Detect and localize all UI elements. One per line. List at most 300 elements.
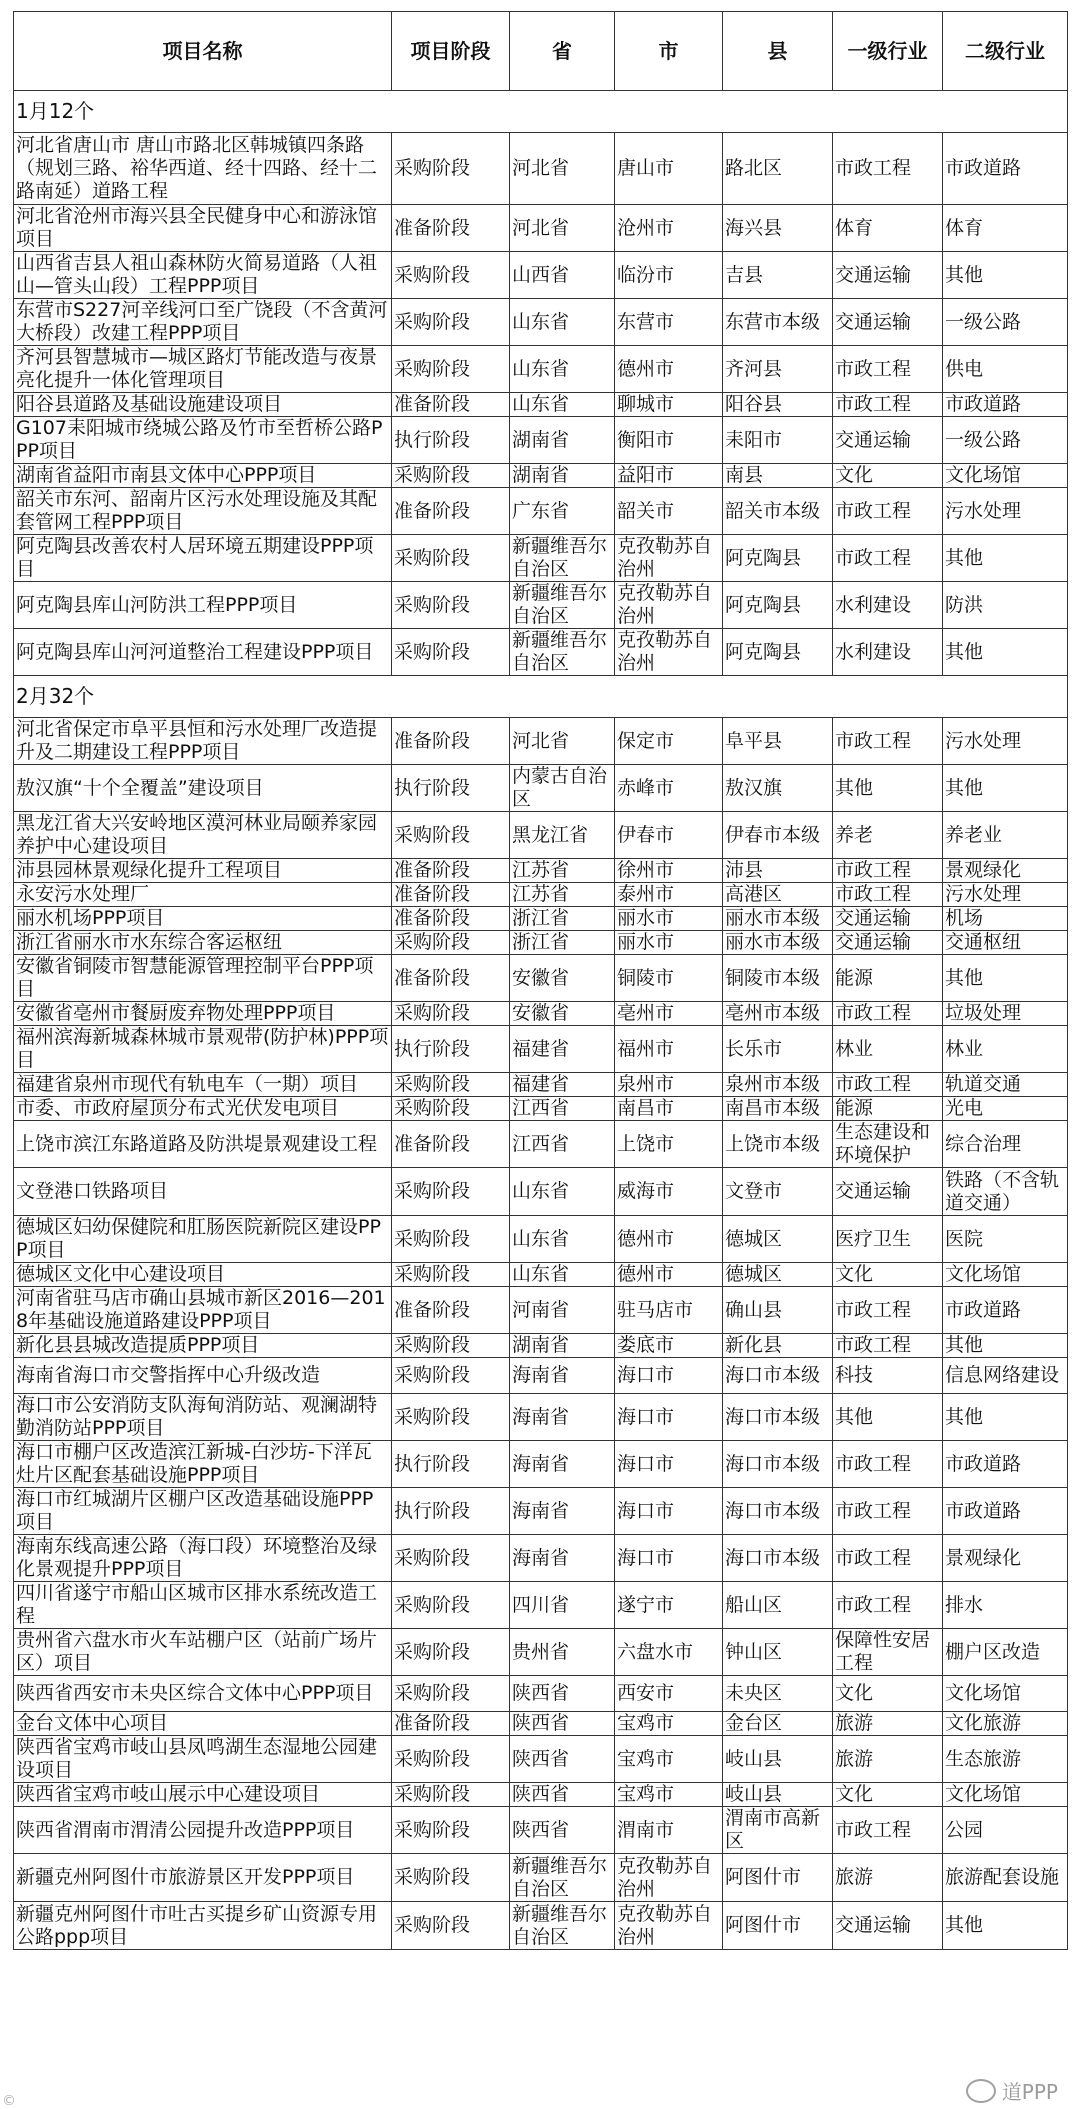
cell-project-name: 海口市公安消防支队海甸消防站、观澜湖特勤消防站PPP项目 (14, 1394, 392, 1441)
cell-city: 六盘水市 (615, 1629, 723, 1676)
cell-project-name: 市委、市政府屋顶分布式光伏发电项目 (14, 1097, 392, 1121)
cell-project-name: 文登港口铁路项目 (14, 1168, 392, 1216)
cell-stage: 准备阶段 (392, 859, 510, 883)
cell-province: 山东省 (510, 299, 615, 346)
cell-industry-1: 文化 (833, 464, 943, 488)
cell-province: 江西省 (510, 1097, 615, 1121)
cell-stage: 准备阶段 (392, 205, 510, 252)
cell-stage: 采购阶段 (392, 1736, 510, 1783)
table-row (14, 1002, 1068, 1026)
cell-city: 徐州市 (615, 859, 723, 883)
cell-industry-2: 供电 (943, 346, 1068, 393)
cell-city: 保定市 (615, 718, 723, 765)
cell-industry-1: 市政工程 (833, 1807, 943, 1854)
table-row (14, 1358, 1068, 1394)
cell-province: 陕西省 (510, 1736, 615, 1783)
cell-county: 文登市 (723, 1168, 833, 1216)
cell-project-name: 齐河县智慧城市—城区路灯节能改造与夜景亮化提升一体化管理项目 (14, 346, 392, 393)
cell-city: 海口市 (615, 1358, 723, 1394)
header-industry-1: 一级行业 (833, 12, 943, 91)
cell-industry-2: 污水处理 (943, 883, 1068, 907)
table-row (14, 907, 1068, 931)
header-city: 市 (615, 12, 723, 91)
cell-city: 遂宁市 (615, 1582, 723, 1629)
cell-city: 赤峰市 (615, 765, 723, 812)
cell-industry-1: 交通运输 (833, 252, 943, 299)
cell-industry-1: 市政工程 (833, 346, 943, 393)
cell-industry-1: 交通运输 (833, 1902, 943, 1950)
cell-county: 铜陵市本级 (723, 955, 833, 1002)
table-row (14, 1263, 1068, 1287)
cell-industry-2: 其他 (943, 252, 1068, 299)
cell-province: 浙江省 (510, 907, 615, 931)
cell-province: 山东省 (510, 1168, 615, 1216)
cell-county: 长乐市 (723, 1026, 833, 1073)
cell-industry-2: 垃圾处理 (943, 1002, 1068, 1026)
cell-county: 亳州市本级 (723, 1002, 833, 1026)
cell-province: 海南省 (510, 1441, 615, 1488)
cell-industry-2: 铁路（不含轨道交通） (943, 1168, 1068, 1216)
cell-industry-1: 市政工程 (833, 488, 943, 535)
table-row (14, 464, 1068, 488)
cell-county: 岐山县 (723, 1736, 833, 1783)
table-row (14, 582, 1068, 629)
cell-industry-1: 旅游 (833, 1736, 943, 1783)
cell-project-name: 安徽省亳州市餐厨废弃物处理PPP项目 (14, 1002, 392, 1026)
cell-stage: 采购阶段 (392, 464, 510, 488)
table-body (14, 91, 1068, 1950)
watermark-text: 道PPP (1001, 2080, 1058, 2104)
cell-industry-1: 市政工程 (833, 1582, 943, 1629)
cell-industry-1: 文化 (833, 1783, 943, 1807)
table-row (14, 765, 1068, 812)
cell-city: 克孜勒苏自治州 (615, 629, 723, 676)
cell-stage: 准备阶段 (392, 718, 510, 765)
cell-city: 德州市 (615, 1216, 723, 1263)
cell-industry-2: 其他 (943, 1902, 1068, 1950)
cell-stage: 采购阶段 (392, 1097, 510, 1121)
cell-province: 江苏省 (510, 859, 615, 883)
cell-project-name: 海口市棚户区改造滨江新城-白沙坊-下洋瓦灶片区配套基础设施PPP项目 (14, 1441, 392, 1488)
cell-county: 未央区 (723, 1676, 833, 1712)
cell-province: 内蒙古自治区 (510, 765, 615, 812)
cell-province: 江西省 (510, 1121, 615, 1168)
cell-industry-2: 市政道路 (943, 393, 1068, 417)
cell-county: 敖汉旗 (723, 765, 833, 812)
cell-industry-1: 市政工程 (833, 1002, 943, 1026)
cell-stage: 采购阶段 (392, 1807, 510, 1854)
table-row (14, 1629, 1068, 1676)
cell-industry-2: 文化场馆 (943, 1263, 1068, 1287)
cell-stage: 采购阶段 (392, 1002, 510, 1026)
cell-project-name: 阿克陶县库山河河道整治工程建设PPP项目 (14, 629, 392, 676)
cell-industry-2: 信息网络建设 (943, 1358, 1068, 1394)
cell-industry-1: 市政工程 (833, 1334, 943, 1358)
cell-province: 山东省 (510, 1263, 615, 1287)
cell-city: 亳州市 (615, 1002, 723, 1026)
cell-province: 新疆维吾尔自治区 (510, 535, 615, 582)
cell-city: 南昌市 (615, 1097, 723, 1121)
cell-project-name: 海口市红城湖片区棚户区改造基础设施PPP项目 (14, 1488, 392, 1535)
cell-industry-2: 景观绿化 (943, 1535, 1068, 1582)
cell-industry-1: 文化 (833, 1676, 943, 1712)
cell-industry-2: 其他 (943, 1334, 1068, 1358)
cell-province: 山东省 (510, 393, 615, 417)
table-row (14, 1676, 1068, 1712)
cell-industry-2: 养老业 (943, 812, 1068, 859)
cell-county: 阿克陶县 (723, 535, 833, 582)
cell-stage: 准备阶段 (392, 955, 510, 1002)
cell-project-name: 丽水机场PPP项目 (14, 907, 392, 931)
cell-industry-1: 能源 (833, 1097, 943, 1121)
cell-city: 宝鸡市 (615, 1783, 723, 1807)
table-row (14, 1121, 1068, 1168)
cell-stage: 采购阶段 (392, 535, 510, 582)
cell-project-name: 陕西省西安市未央区综合文体中心PPP项目 (14, 1676, 392, 1712)
cell-province: 新疆维吾尔自治区 (510, 629, 615, 676)
cell-industry-2: 市政道路 (943, 1287, 1068, 1334)
cell-stage: 采购阶段 (392, 299, 510, 346)
cell-industry-1: 旅游 (833, 1854, 943, 1902)
cell-project-name: 四川省遂宁市船山区城市区排水系统改造工程 (14, 1582, 392, 1629)
cell-stage: 采购阶段 (392, 931, 510, 955)
table-row (14, 535, 1068, 582)
cell-county: 高港区 (723, 883, 833, 907)
cell-province: 广东省 (510, 488, 615, 535)
cell-county: 东营市本级 (723, 299, 833, 346)
cell-project-name: 河北省沧州市海兴县全民健身中心和游泳馆项目 (14, 205, 392, 252)
cell-province: 陕西省 (510, 1712, 615, 1736)
cell-industry-1: 水利建设 (833, 629, 943, 676)
cell-industry-2: 光电 (943, 1097, 1068, 1121)
cell-province: 新疆维吾尔自治区 (510, 582, 615, 629)
cell-county: 渭南市高新区 (723, 1807, 833, 1854)
cell-stage: 准备阶段 (392, 883, 510, 907)
cell-province: 湖南省 (510, 417, 615, 464)
table-row (14, 1073, 1068, 1097)
cell-stage: 执行阶段 (392, 1488, 510, 1535)
table-row (14, 1168, 1068, 1216)
cell-industry-1: 其他 (833, 1394, 943, 1441)
cell-industry-1: 养老 (833, 812, 943, 859)
table-row (14, 205, 1068, 252)
table-row (14, 1854, 1068, 1902)
cell-industry-2: 市政道路 (943, 133, 1068, 205)
cell-county: 丽水市本级 (723, 907, 833, 931)
cell-county: 泉州市本级 (723, 1073, 833, 1097)
cell-stage: 准备阶段 (392, 1121, 510, 1168)
header-row (14, 12, 1068, 91)
cell-city: 铜陵市 (615, 955, 723, 1002)
cell-stage: 采购阶段 (392, 1676, 510, 1712)
cell-industry-2: 其他 (943, 1394, 1068, 1441)
cell-county: 海兴县 (723, 205, 833, 252)
cell-stage: 执行阶段 (392, 1026, 510, 1073)
cell-province: 海南省 (510, 1358, 615, 1394)
cell-industry-2: 文化场馆 (943, 1676, 1068, 1712)
cell-project-name: 福建省泉州市现代有轨电车（一期）项目 (14, 1073, 392, 1097)
cell-industry-1: 交通运输 (833, 299, 943, 346)
cell-stage: 采购阶段 (392, 133, 510, 205)
table-row (14, 133, 1068, 205)
cell-industry-2: 文化旅游 (943, 1712, 1068, 1736)
cell-industry-1: 市政工程 (833, 859, 943, 883)
table-row (14, 1783, 1068, 1807)
cell-province: 山西省 (510, 252, 615, 299)
cell-stage: 采购阶段 (392, 346, 510, 393)
cell-stage: 采购阶段 (392, 1902, 510, 1950)
cell-project-name: 陕西省宝鸡市岐山展示中心建设项目 (14, 1783, 392, 1807)
cell-city: 泉州市 (615, 1073, 723, 1097)
cell-industry-2: 交通枢纽 (943, 931, 1068, 955)
cell-industry-2: 轨道交通 (943, 1073, 1068, 1097)
cell-industry-2: 其他 (943, 955, 1068, 1002)
cell-city: 驻马店市 (615, 1287, 723, 1334)
cell-industry-2: 其他 (943, 629, 1068, 676)
cell-stage: 准备阶段 (392, 1712, 510, 1736)
cell-stage: 执行阶段 (392, 1441, 510, 1488)
cell-project-name: 金台文体中心项目 (14, 1712, 392, 1736)
table-row (14, 629, 1068, 676)
cell-industry-1: 交通运输 (833, 907, 943, 931)
cell-industry-1: 交通运输 (833, 417, 943, 464)
cell-county: 海口市本级 (723, 1488, 833, 1535)
cell-project-name: 河北省唐山市 唐山市路北区韩城镇四条路（规划三路、裕华西道、经十四路、经十二路南延）道路工程 (14, 133, 392, 205)
table-row (14, 718, 1068, 765)
section-row (14, 676, 1068, 718)
cell-county: 路北区 (723, 133, 833, 205)
cell-province: 四川省 (510, 1582, 615, 1629)
project-table (13, 11, 1068, 1950)
cell-industry-1: 水利建设 (833, 582, 943, 629)
cell-project-name: 陕西省渭南市渭清公园提升改造PPP项目 (14, 1807, 392, 1854)
cell-project-name: 永安污水处理厂 (14, 883, 392, 907)
cell-stage: 执行阶段 (392, 417, 510, 464)
cell-county: 德城区 (723, 1216, 833, 1263)
cell-project-name: 新疆克州阿图什市旅游景区开发PPP项目 (14, 1854, 392, 1902)
cell-industry-1: 市政工程 (833, 133, 943, 205)
cell-industry-1: 市政工程 (833, 535, 943, 582)
cell-city: 临汾市 (615, 252, 723, 299)
cell-county: 德城区 (723, 1263, 833, 1287)
table-row (14, 1026, 1068, 1073)
table-row (14, 883, 1068, 907)
cell-province: 陕西省 (510, 1783, 615, 1807)
section-title: 2月32个 (14, 676, 1068, 718)
cell-province: 湖南省 (510, 1334, 615, 1358)
cell-province: 海南省 (510, 1488, 615, 1535)
cell-industry-2: 其他 (943, 535, 1068, 582)
table-row (14, 1488, 1068, 1535)
cell-project-name: 德城区妇幼保健院和肛肠医院新院区建设PPP项目 (14, 1216, 392, 1263)
cell-county: 南昌市本级 (723, 1097, 833, 1121)
cell-province: 浙江省 (510, 931, 615, 955)
cell-project-name: 安徽省铜陵市智慧能源管理控制平台PPP项目 (14, 955, 392, 1002)
cell-industry-1: 市政工程 (833, 1287, 943, 1334)
cell-stage: 准备阶段 (392, 488, 510, 535)
cell-province: 新疆维吾尔自治区 (510, 1854, 615, 1902)
table-row (14, 488, 1068, 535)
cell-county: 沛县 (723, 859, 833, 883)
cell-city: 克孜勒苏自治州 (615, 582, 723, 629)
cell-city: 德州市 (615, 346, 723, 393)
cell-industry-2: 综合治理 (943, 1121, 1068, 1168)
header-province: 省 (510, 12, 615, 91)
cell-project-name: 阳谷县道路及基础设施建设项目 (14, 393, 392, 417)
cell-industry-1: 林业 (833, 1026, 943, 1073)
table-row (14, 417, 1068, 464)
cell-province: 福建省 (510, 1073, 615, 1097)
cell-city: 海口市 (615, 1441, 723, 1488)
cell-project-name: 海南省海口市交警指挥中心升级改造 (14, 1358, 392, 1394)
table-row (14, 1097, 1068, 1121)
cell-project-name: 德城区文化中心建设项目 (14, 1263, 392, 1287)
cell-stage: 采购阶段 (392, 1263, 510, 1287)
cell-industry-2: 生态旅游 (943, 1736, 1068, 1783)
cell-city: 宝鸡市 (615, 1712, 723, 1736)
cell-industry-1: 交通运输 (833, 931, 943, 955)
cell-province: 安徽省 (510, 1002, 615, 1026)
project-table-sheet (13, 11, 1067, 1950)
cell-project-name: 新化县县城改造提质PPP项目 (14, 1334, 392, 1358)
cell-province: 陕西省 (510, 1807, 615, 1854)
cell-city: 丽水市 (615, 907, 723, 931)
cell-stage: 采购阶段 (392, 1073, 510, 1097)
cell-province: 河北省 (510, 718, 615, 765)
cell-city: 上饶市 (615, 1121, 723, 1168)
cell-industry-2: 旅游配套设施 (943, 1854, 1068, 1902)
cell-province: 黑龙江省 (510, 812, 615, 859)
cell-industry-1: 市政工程 (833, 1535, 943, 1582)
cell-project-name: 黑龙江省大兴安岭地区漠河林业局颐养家园养护中心建设项目 (14, 812, 392, 859)
cell-county: 海口市本级 (723, 1441, 833, 1488)
table-row (14, 1582, 1068, 1629)
cell-county: 阿克陶县 (723, 582, 833, 629)
cell-city: 宝鸡市 (615, 1736, 723, 1783)
table-row (14, 1394, 1068, 1441)
cell-project-name: 浙江省丽水市水东综合客运枢纽 (14, 931, 392, 955)
section-title: 1月12个 (14, 91, 1068, 133)
cell-county: 海口市本级 (723, 1394, 833, 1441)
header-industry-2: 二级行业 (943, 12, 1068, 91)
cell-stage: 采购阶段 (392, 812, 510, 859)
cell-province: 河南省 (510, 1287, 615, 1334)
cell-project-name: G107耒阳城市绕城公路及竹市至哲桥公路PPP项目 (14, 417, 392, 464)
cell-city: 克孜勒苏自治州 (615, 1854, 723, 1902)
cell-province: 江苏省 (510, 883, 615, 907)
cell-stage: 采购阶段 (392, 1168, 510, 1216)
cell-industry-2: 防洪 (943, 582, 1068, 629)
cell-city: 东营市 (615, 299, 723, 346)
cell-industry-1: 体育 (833, 205, 943, 252)
cell-industry-1: 生态建设和环境保护 (833, 1121, 943, 1168)
table-row (14, 1807, 1068, 1854)
cell-stage: 采购阶段 (392, 629, 510, 676)
cell-industry-1: 市政工程 (833, 883, 943, 907)
cell-city: 渭南市 (615, 1807, 723, 1854)
header-county: 县 (723, 12, 833, 91)
cell-industry-2: 一级公路 (943, 299, 1068, 346)
cell-county: 伊春市本级 (723, 812, 833, 859)
cell-county: 阜平县 (723, 718, 833, 765)
cell-industry-1: 科技 (833, 1358, 943, 1394)
cell-county: 上饶市本级 (723, 1121, 833, 1168)
cell-province: 海南省 (510, 1535, 615, 1582)
cell-city: 唐山市 (615, 133, 723, 205)
cell-city: 西安市 (615, 1676, 723, 1712)
cell-project-name: 湖南省益阳市南县文体中心PPP项目 (14, 464, 392, 488)
cell-city: 海口市 (615, 1535, 723, 1582)
cell-industry-1: 交通运输 (833, 1168, 943, 1216)
cell-county: 海口市本级 (723, 1535, 833, 1582)
table-row (14, 1334, 1068, 1358)
cell-stage: 采购阶段 (392, 1854, 510, 1902)
cell-province: 陕西省 (510, 1676, 615, 1712)
header-project-name: 项目名称 (14, 12, 392, 91)
cell-county: 船山区 (723, 1582, 833, 1629)
cell-county: 阿克陶县 (723, 629, 833, 676)
section-row (14, 91, 1068, 133)
cell-industry-2: 市政道路 (943, 1488, 1068, 1535)
cell-industry-1: 市政工程 (833, 1488, 943, 1535)
cell-stage: 准备阶段 (392, 393, 510, 417)
cell-county: 阿图什市 (723, 1854, 833, 1902)
table-row (14, 1902, 1068, 1950)
cell-industry-2: 体育 (943, 205, 1068, 252)
cell-project-name: 福州滨海新城森林城市景观带(防护林)PPP项目 (14, 1026, 392, 1073)
cell-project-name: 东营市S227河辛线河口至广饶段（不含黄河大桥段）改建工程PPP项目 (14, 299, 392, 346)
cell-province: 河北省 (510, 205, 615, 252)
cell-project-name: 阿克陶县改善农村人居环境五期建设PPP项目 (14, 535, 392, 582)
cell-county: 吉县 (723, 252, 833, 299)
cell-project-name: 山西省吉县人祖山森林防火简易道路（人祖山—管头山段）工程PPP项目 (14, 252, 392, 299)
cell-industry-1: 市政工程 (833, 1441, 943, 1488)
cell-project-name: 河北省保定市阜平县恒和污水处理厂改造提升及二期建设工程PPP项目 (14, 718, 392, 765)
cell-industry-1: 文化 (833, 1263, 943, 1287)
cell-stage: 采购阶段 (392, 252, 510, 299)
cell-province: 贵州省 (510, 1629, 615, 1676)
cell-county: 阿图什市 (723, 1902, 833, 1950)
cell-stage: 准备阶段 (392, 907, 510, 931)
cell-project-name: 阿克陶县库山河防洪工程PPP项目 (14, 582, 392, 629)
cell-stage: 采购阶段 (392, 1394, 510, 1441)
cell-industry-1: 市政工程 (833, 393, 943, 417)
cell-county: 海口市本级 (723, 1358, 833, 1394)
cell-city: 衡阳市 (615, 417, 723, 464)
cell-province: 河北省 (510, 133, 615, 205)
cell-county: 新化县 (723, 1334, 833, 1358)
cell-city: 沧州市 (615, 205, 723, 252)
wechat-icon (966, 2079, 996, 2103)
cell-stage: 采购阶段 (392, 582, 510, 629)
table-row (14, 1216, 1068, 1263)
cell-industry-1: 能源 (833, 955, 943, 1002)
table-row (14, 299, 1068, 346)
cell-city: 威海市 (615, 1168, 723, 1216)
cell-city: 韶关市 (615, 488, 723, 535)
cell-stage: 采购阶段 (392, 1535, 510, 1582)
cell-industry-2: 文化场馆 (943, 464, 1068, 488)
cell-city: 聊城市 (615, 393, 723, 417)
cell-city: 泰州市 (615, 883, 723, 907)
header-stage: 项目阶段 (392, 12, 510, 91)
cell-industry-2: 景观绿化 (943, 859, 1068, 883)
table-row (14, 812, 1068, 859)
cell-city: 德州市 (615, 1263, 723, 1287)
cell-city: 克孜勒苏自治州 (615, 1902, 723, 1950)
cell-province: 山东省 (510, 1216, 615, 1263)
cell-city: 克孜勒苏自治州 (615, 535, 723, 582)
